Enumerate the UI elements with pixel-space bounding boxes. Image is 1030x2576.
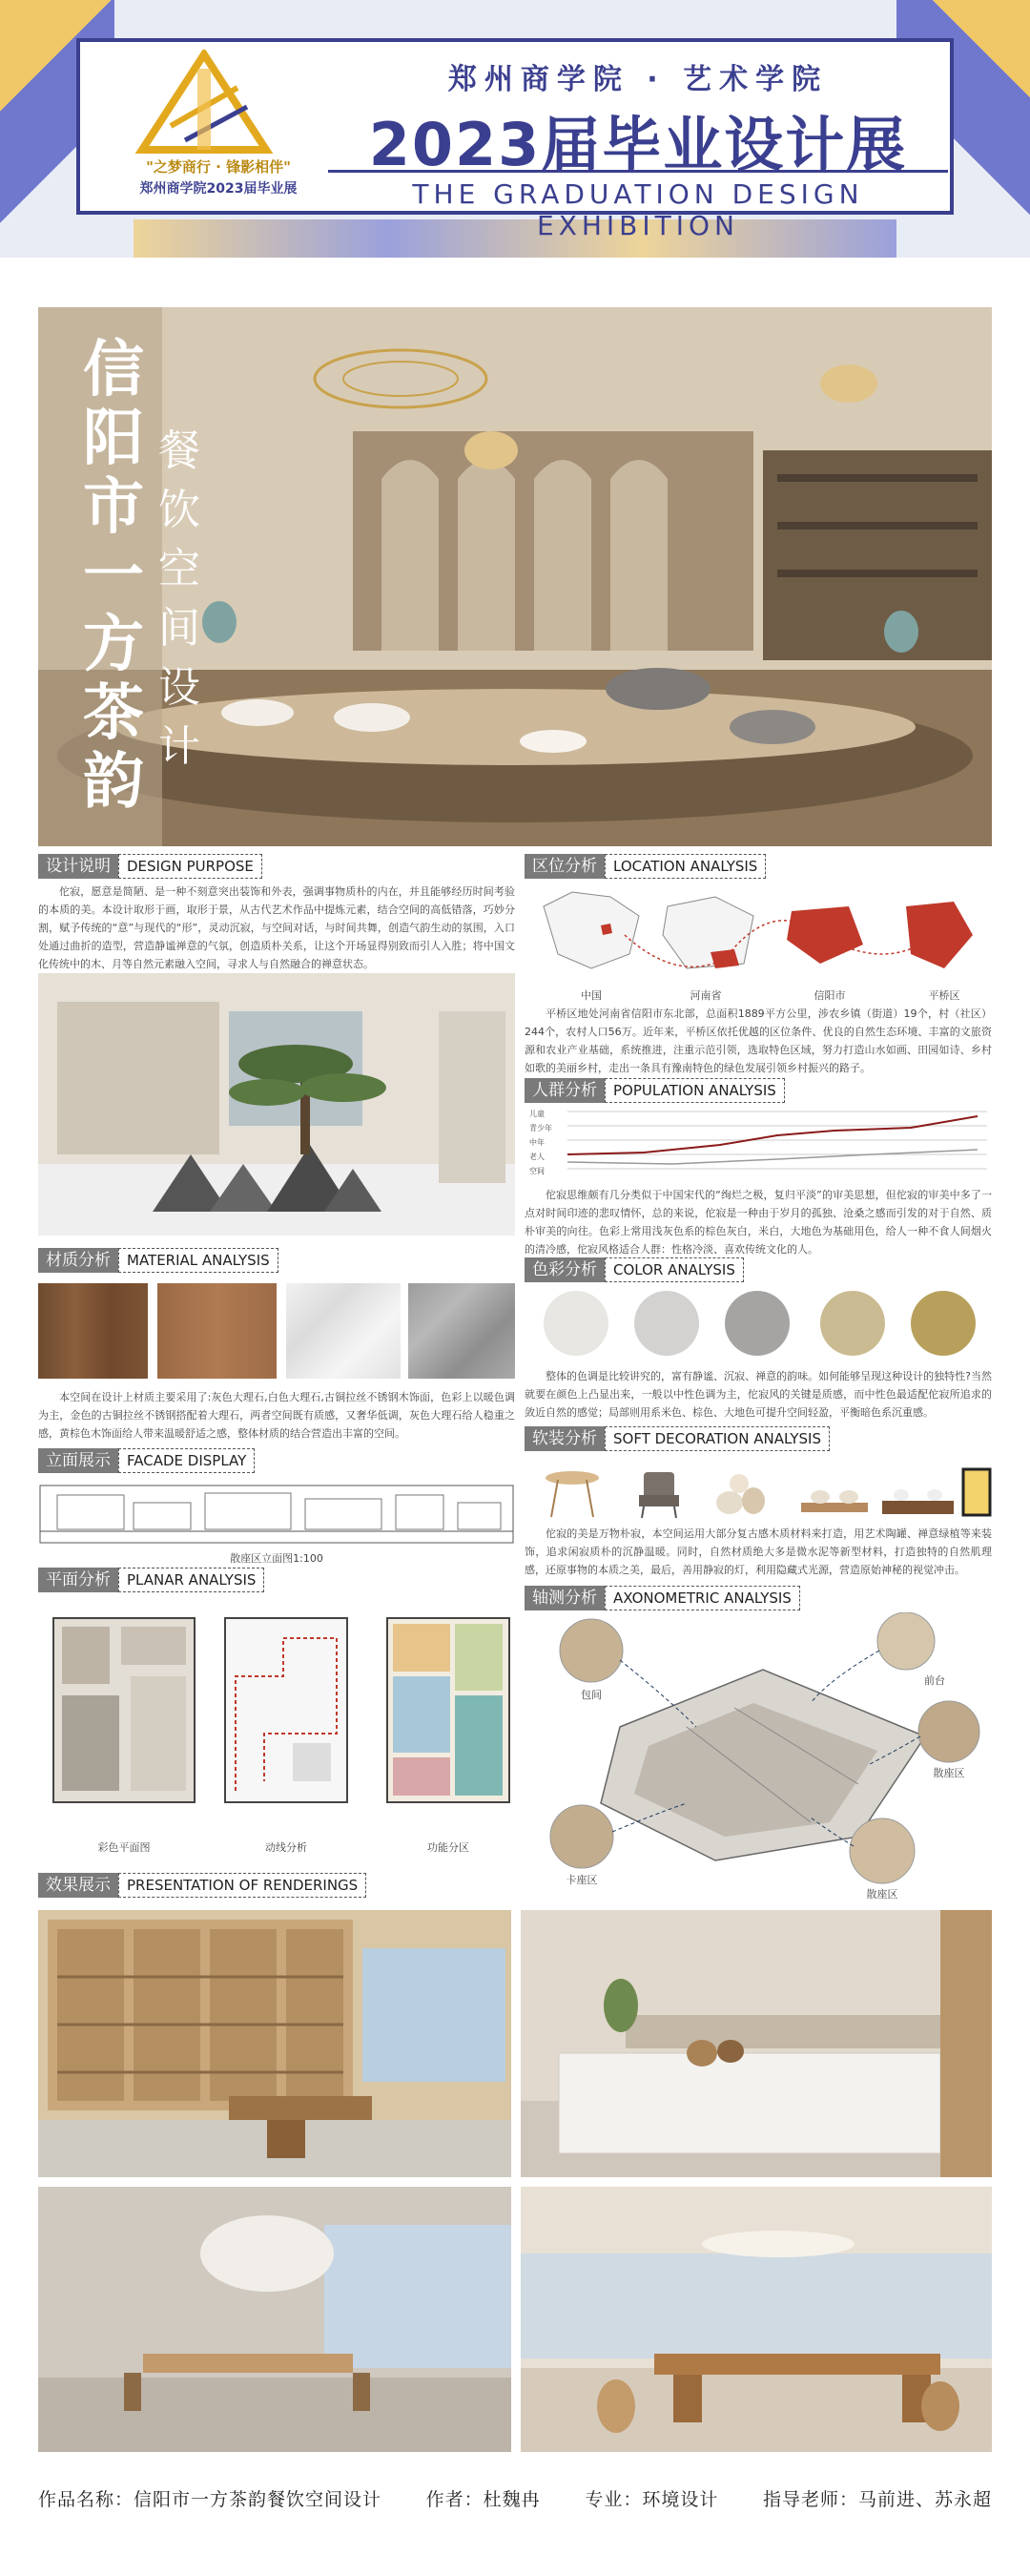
subtitle-char-4: 设 — [158, 663, 200, 712]
exhibition-title: 2023届毕业设计展 — [368, 110, 908, 179]
location-caption-pingqiao: 平桥区 — [928, 989, 960, 1002]
material-swatch-grey-marble — [408, 1283, 515, 1379]
axo-label-reception: 前台 — [924, 1674, 945, 1687]
section-material-cn: 材质分析 — [38, 1248, 118, 1273]
location-text: 平桥区地处河南省信阳市东北部，总面积1889平方公里，涉农乡镇（街道）19个，村（社区）244个，农村人口56万。近年来，平桥区依托优越的区位条件、优良的自然生态环境、丰富的文旅资源和农业产业基础，系统推进，注重示范引领，选取特色区域，努力打造山水如画、田园如诗、乡村如歌的美丽乡村，走出一条具有豫南特色的绿色发展引领乡村振兴的路子。 — [525, 1008, 992, 1074]
section-population-cn: 人群分析 — [525, 1078, 605, 1103]
credit-major: 专业：环境设计 — [585, 2489, 719, 2510]
title-char-4: 方 — [83, 609, 144, 680]
section-facade-en: FACADE DISPLAY — [118, 1448, 255, 1473]
section-soft-header — [525, 1426, 830, 1451]
section-material-header — [38, 1248, 278, 1273]
location-maps — [534, 878, 992, 983]
title-char-1: 阳 — [83, 403, 144, 474]
section-renderings-en: PRESENTATION OF RENDERINGS — [118, 1873, 366, 1898]
axo-label-booth-area: 卡座区 — [566, 1874, 598, 1886]
design-purpose-text: 佗寂，愿意是简陋、是一种不刻意突出装饰和外表，强调事物质朴的内在，并且能够经历时间考验的本质的美。本设计取形于画，取形于景，从古代艺术作品中提炼元素，结合空间的高低错落，巧妙分割，赋予传统的“意”与现代的“形”，灵动沉寂，与空间对话，与时间共舞，创造气韵生动的氛围，入口处通过曲折的造型，营造静谧禅意的气氛，创造质朴关系，让这个开场显得别致而引人入胜；将中国文化传统中的木、月等自然元素融入空间，寻求人与自然融合的禅意状态。 — [38, 885, 515, 970]
section-location-cn: 区位分析 — [525, 854, 605, 879]
exhibition-header — [0, 0, 1030, 258]
color-swatch-1 — [544, 1291, 608, 1356]
section-axonometric-en: AXONOMETRIC ANALYSIS — [605, 1586, 800, 1610]
title-char-5: 茶 — [83, 677, 144, 749]
credit-author: 作者：杜魏冉 — [425, 2489, 541, 2510]
location-caption-china: 中国 — [581, 989, 602, 1002]
axo-label-dining-area-2: 散座区 — [866, 1888, 898, 1901]
title-banner — [76, 38, 954, 241]
section-soft-en: SOFT DECORATION ANALYSIS — [605, 1426, 830, 1451]
population-chart — [529, 1107, 992, 1183]
section-planar-header — [38, 1568, 264, 1592]
slogan-line2: 郑州商学院2023届毕业展 — [139, 181, 298, 197]
subtitle-char-5: 计 — [158, 722, 200, 771]
section-renderings-header — [38, 1873, 366, 1898]
color-swatch-5 — [911, 1291, 976, 1356]
population-label-elderly: 老人 — [529, 1153, 545, 1161]
plan-color — [52, 1617, 196, 1803]
section-design-purpose-header — [38, 854, 262, 879]
subtitle-char-2: 空 — [158, 545, 200, 593]
exhibition-title-en: THE GRADUATION DESIGN EXHIBITION — [328, 170, 948, 241]
section-axonometric-cn: 轴测分析 — [525, 1586, 605, 1610]
credit-work-name: 作品名称：信阳市一方茶韵餐饮空间设计 — [38, 2489, 382, 2510]
subtitle-char-1: 饮 — [158, 486, 200, 534]
rendering-reception — [521, 1910, 992, 2177]
hero-rendering — [38, 307, 992, 846]
subtitle-char-3: 间 — [158, 604, 200, 653]
axonometric-diagram — [544, 1612, 992, 1903]
credit-advisor: 指导老师：马前进、苏永超 — [762, 2489, 992, 2510]
color-swatch-4 — [820, 1291, 885, 1356]
title-char-3: 一 — [83, 540, 144, 612]
section-facade-header — [38, 1448, 255, 1473]
population-label-children: 儿童 — [529, 1110, 545, 1118]
material-text: 本空间在设计上材质主要采用了:灰色大理石,白色大理石,古铜拉丝不锈钢木饰面，色彩上以暖色调为主，金色的古铜拉丝不锈钢搭配着大理石，两者空间既有质感，又奢华低调，灰色大理石给人稳重之感，黄棕色木饰面给人带来温暖舒适之感，整体材质的结合营造出丰富的空间。 — [38, 1391, 515, 1440]
title-char-6: 韵 — [83, 746, 144, 818]
courtyard-rendering — [38, 973, 515, 1236]
section-planar-en: PLANAR ANALYSIS — [118, 1568, 264, 1592]
material-swatch-wood-dark — [38, 1283, 148, 1379]
title-char-0: 信 — [83, 334, 144, 405]
section-location-en: LOCATION ANALYSIS — [605, 854, 766, 879]
location-caption-xinyang: 信阳市 — [814, 989, 846, 1002]
section-axonometric-header — [525, 1586, 800, 1610]
population-label-middle: 中年 — [529, 1138, 545, 1147]
section-location-header — [525, 854, 766, 879]
section-color-header — [525, 1257, 744, 1282]
project-title-vertical — [80, 336, 147, 817]
exhibition-logo-icon — [133, 50, 276, 159]
material-swatch-wood-light — [157, 1283, 277, 1379]
rendering-dining-hall — [38, 2187, 511, 2452]
section-soft-cn: 软装分析 — [525, 1426, 605, 1451]
soft-decoration-items — [544, 1465, 992, 1522]
axo-label-dining-area-1: 散座区 — [933, 1767, 965, 1779]
material-swatch-white-marble — [286, 1283, 401, 1379]
population-chart-labels — [529, 1107, 566, 1178]
round-table-icon — [546, 1471, 599, 1485]
location-caption-henan: 河南省 — [690, 989, 722, 1002]
color-text: 整体的色调是比较讲究的，富有静谧、沉寂、禅意的韵味。如何能够呈现这种设计的独特性?当然就要在颜色上凸显出来，一般以中性色调为主，佗寂风的关键是质感，而中性色最适配佗寂所追求的敛近自然的感觉；局部则用系米色、棕色、大地色可提升空间轻盈，平衡暗色系沉重感。 — [525, 1370, 992, 1419]
rendering-shelves — [38, 1910, 511, 2177]
section-color-en: COLOR ANALYSIS — [605, 1257, 744, 1282]
population-label-teen: 青少年 — [529, 1124, 552, 1132]
title-char-2: 市 — [83, 471, 144, 543]
rendering-tea-room — [521, 2187, 992, 2452]
section-population-header — [525, 1078, 785, 1103]
plan-zoning — [386, 1617, 510, 1803]
population-text: 佗寂思维颇有几分类似于中国宋代的“绚烂之极，复归平淡”的审美思想，但佗寂的审美中多了一点对时间印迹的悲叹情怀，总的来说，佗寂是一种由于岁月的孤独、沧桑之感而引发的对于自然、质朴审美的向往。色彩上常用浅灰色系的棕色灰白，米白，大地色为基础用色，给人一种不食人间烟火的清冷感，佗寂风格适合人群：性格冷淡、喜欢传统文化的人。 — [525, 1189, 992, 1256]
color-swatch-3 — [725, 1291, 790, 1356]
subtitle-char-0: 餐 — [158, 426, 200, 475]
slogan-line1: "之梦商行 · 锋影相伴" — [146, 158, 291, 176]
facade-drawing — [38, 1484, 515, 1550]
section-color-cn: 色彩分析 — [525, 1257, 605, 1282]
project-credits — [38, 2485, 992, 2511]
section-planar-cn: 平面分析 — [38, 1568, 118, 1592]
color-swatch-2 — [634, 1291, 699, 1356]
section-population-en: POPULATION ANALYSIS — [605, 1078, 785, 1103]
section-design-purpose-cn: 设计说明 — [38, 854, 118, 879]
soft-text: 佗寂的美是万物朴寂，本空间运用大部分复古感木质材料来打造，用艺术陶罐、禅意绿植等来装饰，追求闲寂质朴的沉静温暖。同时，自然材质绝大多是微水泥等新型材料，打造独特的自然肌理感，还原事物的本质之美，最后，善用静寂的灯，利用隐藏式光源，营造原始神秘的视觉冲击。 — [525, 1527, 992, 1576]
school-name: 郑州商学院 · 艺术学院 — [447, 63, 829, 96]
section-design-purpose-en: DESIGN PURPOSE — [118, 854, 262, 879]
section-renderings-cn: 效果展示 — [38, 1873, 118, 1898]
population-label-space: 空间 — [529, 1167, 545, 1175]
axo-label-private-room: 包间 — [581, 1689, 602, 1701]
plan-caption-1: 彩色平面图 — [97, 1841, 151, 1854]
section-material-en: MATERIAL ANALYSIS — [118, 1248, 278, 1273]
facade-caption: 散座区立面图1:100 — [230, 1552, 323, 1565]
section-facade-cn: 立面展示 — [38, 1448, 118, 1473]
project-subtitle-vertical — [151, 422, 208, 777]
plan-circulation — [224, 1617, 348, 1803]
plan-caption-3: 功能分区 — [427, 1841, 469, 1854]
plan-caption-2: 动线分析 — [265, 1841, 307, 1854]
